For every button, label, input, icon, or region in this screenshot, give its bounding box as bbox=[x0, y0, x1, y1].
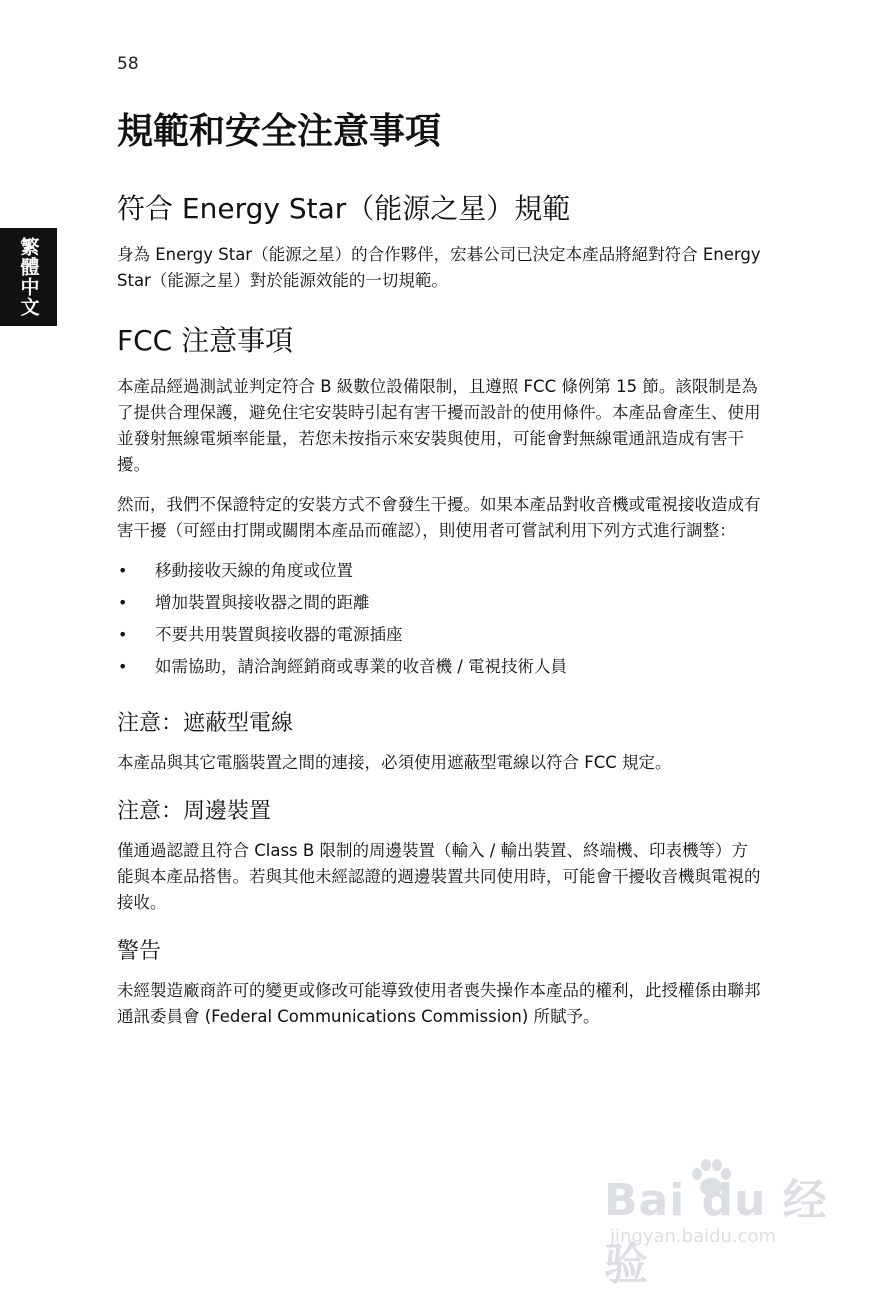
shielded-cable-paragraph: 本產品與其它電腦裝置之間的連接，必須使用遮蔽型電線以符合 FCC 規定。 bbox=[117, 753, 672, 772]
warning-paragraph: 未經製造廠商許可的變更或修改可能導致使用者喪失操作本產品的權利，此授權係由聯邦通訊委員會 (Federal Communications Commission) 所賦予。 bbox=[117, 981, 761, 1026]
list-item-text: 不要共用裝置與接收器的電源插座 bbox=[155, 625, 403, 644]
peripheral-section bbox=[117, 796, 762, 916]
list-item-text: 移動接收天線的角度或位置 bbox=[155, 561, 353, 580]
watermark-logo-text: Bai du 经验 bbox=[604, 1175, 828, 1290]
bullet-icon: • bbox=[118, 561, 128, 580]
fcc-heading: FCC 注意事項 bbox=[117, 324, 294, 357]
fcc-section bbox=[117, 322, 762, 680]
fcc-bullet-list bbox=[117, 558, 762, 680]
energy-star-heading: 符合 Energy Star（能源之星）規範 bbox=[117, 192, 571, 225]
energy-star-section bbox=[117, 190, 762, 294]
bullet-icon: • bbox=[118, 593, 128, 612]
language-side-tab bbox=[0, 228, 57, 326]
list-item-text: 如需協助，請洽詢經銷商或專業的收音機 / 電視技術人員 bbox=[155, 657, 568, 676]
peripheral-paragraph: 僅通過認證且符合 Class B 限制的周邊裝置（輸入 / 輸出裝置、終端機、印表機等）方能與本產品搭售。若與其他未經認證的週邊裝置共同使用時，可能會干擾收音機與電視的接收。 bbox=[117, 841, 761, 912]
energy-star-paragraph: 身為 Energy Star（能源之星）的合作夥伴，宏碁公司已決定本產品將絕對符合 Energy Star（能源之星）對於能源效能的一切規範。 bbox=[117, 245, 761, 290]
list-item-text: 增加裝置與接收器之間的距離 bbox=[155, 593, 370, 612]
language-side-tab-label: 繁體中文 bbox=[17, 237, 40, 317]
page-title: 規範和安全注意事項 bbox=[117, 111, 442, 152]
page-number: 58 bbox=[117, 54, 139, 74]
list-item bbox=[117, 654, 762, 680]
shielded-cable-heading: 注意：遮蔽型電線 bbox=[117, 711, 294, 736]
warning-section bbox=[117, 936, 762, 1030]
fcc-paragraph-2: 然而，我們不保證特定的安裝方式不會發生干擾。如果本產品對收音機或電視接收造成有害干擾（可經由打開或關閉本產品而確認），則使用者可嘗試利用下列方式進行調整： bbox=[117, 495, 761, 540]
document-body bbox=[117, 108, 762, 1050]
bullet-icon: • bbox=[118, 625, 128, 644]
baidu-jingyan-watermark bbox=[604, 1156, 840, 1290]
warning-heading: 警告 bbox=[117, 939, 162, 964]
bullet-icon: • bbox=[118, 657, 128, 676]
watermark-url: jingyan.baidu.com bbox=[610, 1226, 777, 1247]
list-item bbox=[117, 590, 762, 616]
peripheral-heading: 注意：周邊裝置 bbox=[117, 799, 272, 824]
shielded-cable-section bbox=[117, 708, 762, 776]
fcc-paragraph-1: 本產品經過測試並判定符合 B 級數位設備限制，且遵照 FCC 條例第 15 節。該限制是為了提供合理保護，避免住宅安裝時引起有害干擾而設計的使用條件。本產品會產生、使用並發射無線電頻率能量，若您未按指示來安裝與使用，可能會對無線電通訊造成有害干擾。 bbox=[117, 377, 761, 474]
list-item bbox=[117, 558, 762, 584]
list-item bbox=[117, 622, 762, 648]
